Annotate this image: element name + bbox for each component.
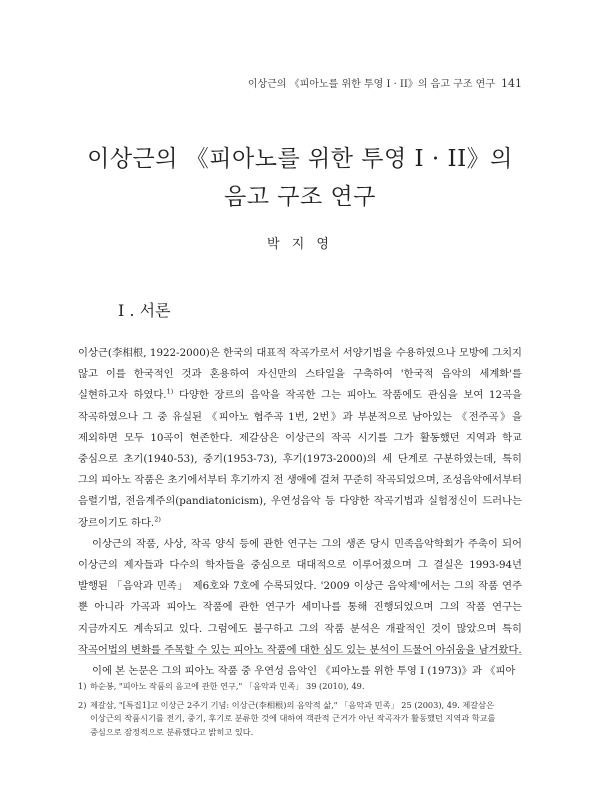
footnote-number: 2) xyxy=(78,699,87,710)
footnote-reference: 2) xyxy=(154,515,161,524)
running-header xyxy=(248,75,522,90)
author-name: 박 지 영 xyxy=(267,237,333,252)
body-paragraph xyxy=(78,343,522,534)
footnote xyxy=(78,680,522,694)
footnote-reference: 1) xyxy=(166,387,174,396)
body-text xyxy=(78,343,522,682)
title-line-1: 이상근의 《피아노를 위한 투영 I · II》의 xyxy=(87,146,513,172)
body-paragraph xyxy=(78,534,522,661)
footnote-number: 1) xyxy=(78,681,87,691)
article-title xyxy=(60,140,540,216)
footnote-text: 제갈삼, "[특집1]고 이상근 2주기 기념: 이상근(李相根)의 음악적 삶," 「음악과 민족」 25 (2003), 49. 제갈삼은 이상근의 작품시기를 전기, 중기, 후기로 분류한 것에 대하여 객관적 근거가 아닌 작곡자가 활동했던 지역과 학교를 중심으로 잠정적으로 분류했다고 밝히고 있다. xyxy=(90,699,496,737)
running-title: 이상근의 《피아노를 위한 투영 I · II》의 음고 구조 연구 xyxy=(247,79,495,90)
paragraph-text: 이에 본 논문은 그의 피아노 작품 중 우연성 음악인 《피아노를 위한 투영 I (1973)》과 《피아 xyxy=(92,665,516,678)
paragraph-text: 이상근의 작품, 사상, 작곡 양식 등에 관한 연구는 그의 생존 당시 민족음악학회가 주축이 되어 이상근의 제자들과 다수의 학자들을 중심으로 대대적으로 이루어졌으며 그 결실은 1993-94년 발행된 「음악과 민족」 제6호와 7호에 수록되었다. '2009 이상근 음악제'에서는 그의 작품 연주 뿐 아니라 가곡과 피아노 작품에 관한 연구가 세미나를 통해 진행되었으며 그의 작품 연구는 지금까지도 계속되고 있다. 그럼에도 불구하고 그의 작품 분석은 개괄적인 것이 많았으며 특히 작곡어법의 변화를 주목할 수 있는 피아노 작품에 대한 심도 있는 분석이 드물어 아쉬움을 남겨왔다. xyxy=(78,537,522,656)
footnotes xyxy=(78,680,522,744)
page-number: 141 xyxy=(501,77,522,90)
footnote-divider xyxy=(78,654,522,655)
paragraph-text: 이상근(李相根, 1922-2000)은 한국의 대표적 작곡가로서 서양기법을 수용하였으나 모방에 그치지 않고 이를 한국적인 것과 혼용하여 자신만의 스타일을 구축하여 '한국적 음악의 세계화'를 실현하고자 하였다. xyxy=(78,347,522,402)
title-line-2: 음고 구조 연구 xyxy=(224,184,376,210)
paragraph-text: 다양한 장르의 음악을 작곡한 그는 피아노 작품에도 관심을 보여 12곡을 작곡하였으나 그 중 유실된 《피아노 협주곡 1번, 2번》과 부분적으로 남아있는 《전주곡》을 제외하면 모두 10곡이 현존한다. 제갈삼은 이상근의 작곡 시기를 그가 활동했던 지역과 학교 중심으로 초기(1940-53), 중기(1953-73), 후기(1973-2000)의 세 단계로 구분하였는데, 특히 그의 피아노 작품은 초기에서부터 후기까지 전 생애에 걸쳐 꾸준히 작곡되었으며, 조성음악에서부터 음렬기법, 전음계주의(pandiatonicism), 우연성음악 등 다양한 작곡기법과 실험정신이 드러나는 장르이기도 하다. xyxy=(78,389,522,529)
footnote xyxy=(78,699,522,740)
footnote-text: 하순봉, "피아노 작품의 음고에 관한 연구," 「음악과 민족」 39 (2010), 49. xyxy=(90,681,365,691)
section-heading: I . 서론 xyxy=(118,301,171,320)
